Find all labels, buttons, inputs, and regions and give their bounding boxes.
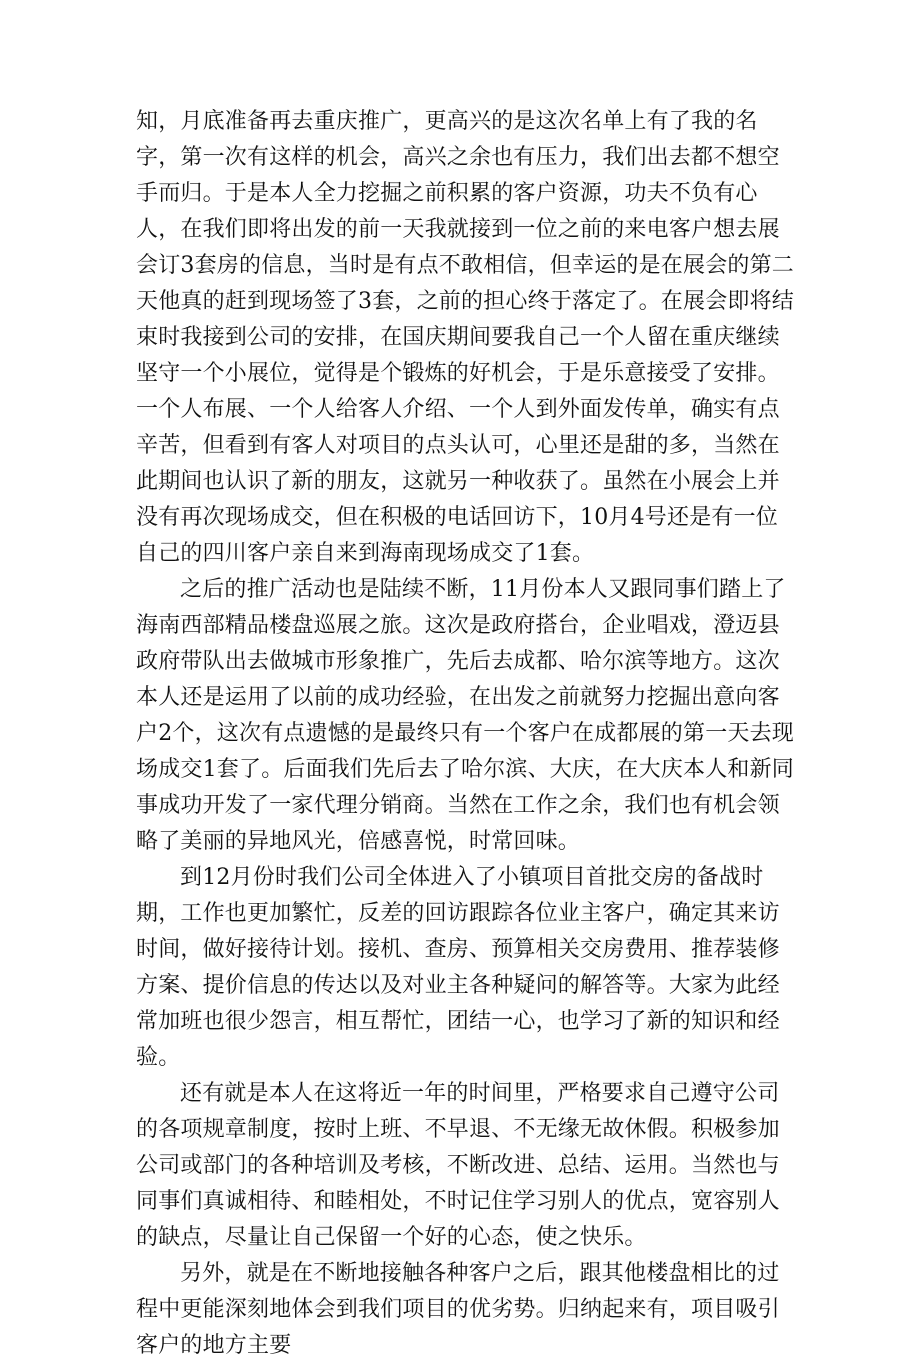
paragraph-4: 还有就是本人在这将近一年的时间里，严格要求自己遵守公司的各项规章制度，按时上班、不早退、不无缘无故休假。积极参加公司或部门的各种培训及考核，不断改进、总结、运用。当然也与同事们真诚相待、和睦相处，不时记住学习别人的优点，宽容别人的缺点，尽量让自己保留一个好的心态，使之快乐。 — [136, 1081, 780, 1250]
document-body — [136, 104, 796, 1364]
paragraph-5: 另外，就是在不断地接触各种客户之后，跟其他楼盘相比的过程中更能深刻地体会到我们项目的优劣势。归纳起来有，项目吸引客户的地方主要 — [136, 1261, 780, 1358]
paragraph-2: 之后的推广活动也是陆续不断，11月份本人又跟同事们踏上了海南西部精品楼盘巡展之旅。这次是政府搭台，企业唱戏，澄迈县政府带队出去做城市形象推广，先后去成都、哈尔滨等地方。这次本人还是运用了以前的成功经验，在出发之前就努力挖掘出意向客户2个，这次有点遗憾的是最终只有一个客户在成都展的第一天去现场成交1套了。后面我们先后去了哈尔滨、大庆，在大庆本人和新同事成功开发了一家代理分销商。当然在工作之余，我们也有机会领略了美丽的异地风光，倍感喜悦，时常回味。 — [136, 577, 794, 854]
paragraph-3: 到12月份时我们公司全体进入了小镇项目首批交房的备战时期，工作也更加繁忙，反差的回访跟踪各位业主客户，确定其来访时间，做好接待计划。接机、查房、预算相关交房费用、推荐装修方案、提价信息的传达以及对业主各种疑问的解答等。大家为此经常加班也很少怨言，相互帮忙，团结一心，也学习了新的知识和经验。 — [136, 865, 780, 1070]
paragraph-1: 知，月底准备再去重庆推广，更高兴的是这次名单上有了我的名字，第一次有这样的机会，高兴之余也有压力，我们出去都不想空手而归。于是本人全力挖掘之前积累的客户资源，功夫不负有心人，在我们即将出发的前一天我就接到一位之前的来电客户想去展会订3套房的信息，当时是有点不敢相信，但幸运的是在展会的第二天他真的赶到现场签了3套，之前的担心终于落定了。在展会即将结束时我接到公司的安排，在国庆期间要我自己一个人留在重庆继续坚守一个小展位，觉得是个锻炼的好机会，于是乐意接受了安排。一个人布展、一个人给客人介绍、一个人到外面发传单，确实有点辛苦，但看到有客人对项目的点头认可，心里还是甜的多，当然在此期间也认识了新的朋友，这就另一种收获了。虽然在小展会上并没有再次现场成交，但在积极的电话回访下，10月4号还是有一位自己的四川客户亲自来到海南现场成交了1套。 — [136, 109, 794, 566]
